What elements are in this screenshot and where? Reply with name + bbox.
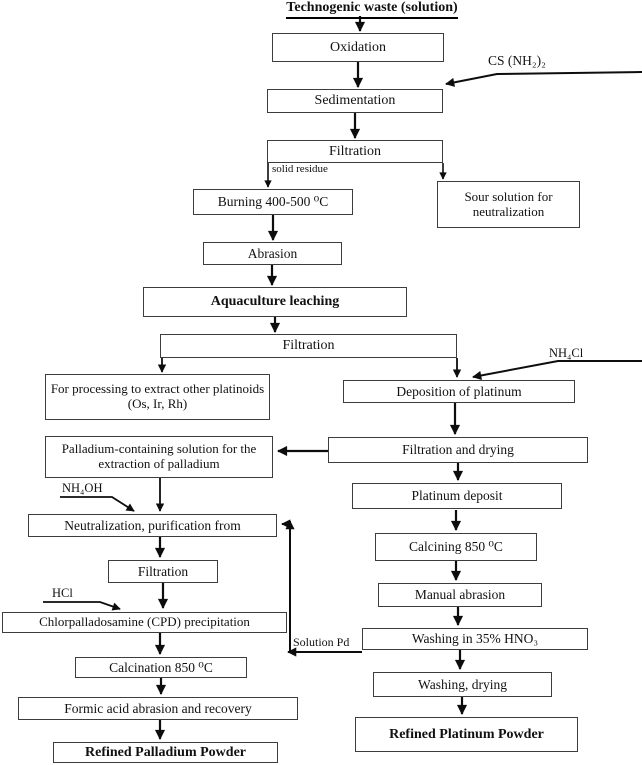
node-aquaculture-leaching: Aquaculture leaching — [143, 287, 407, 317]
edge-nh4cl-input-arrow — [473, 361, 642, 377]
label-nh4cl: NH₄Cl — [549, 346, 584, 360]
node-cpd-precipitation: Chlorpalladosamine (CPD) precipitation — [2, 612, 287, 633]
node-palladium-solution: Palladium-containing solution for the extraction of palladium — [45, 436, 273, 478]
node-washing-hno3: Washing in 35% HNO₃ — [362, 628, 588, 650]
diagram-title — [252, 0, 492, 19]
node-oxidation: Oxidation — [272, 33, 444, 62]
label-cs-formula: CS (NH₂)₂ — [488, 53, 546, 68]
node-sour-solution: Sour solution for neutralization — [437, 181, 580, 228]
label-nh4oh: NH₄OH — [62, 481, 103, 495]
node-abrasion: Abrasion — [203, 242, 342, 265]
node-neutralization: Neutralization, purification from — [28, 514, 277, 537]
node-formic-acid: Formic acid abrasion and recovery — [18, 697, 298, 720]
node-washing-drying: Washing, drying — [373, 672, 552, 697]
label-solution-pd: Solution Pd — [293, 635, 350, 649]
edge-solution-pd-vertical — [282, 524, 290, 653]
node-filtration-1: Filtration — [267, 140, 443, 163]
node-calcination: Calcination 850 ⁰C — [75, 657, 247, 678]
node-for-processing: For processing to extract other platinoids (Os, Ir, Rh) — [45, 374, 270, 420]
node-manual-abrasion: Manual abrasion — [378, 583, 542, 607]
edge-nh4oh-input-arrow — [60, 497, 134, 511]
node-calcining: Calcining 850 ⁰C — [375, 533, 537, 561]
node-deposition-platinum: Deposition of platinum — [343, 380, 575, 403]
node-filtration-2: Filtration — [160, 334, 457, 358]
node-platinum-deposit: Platinum deposit — [352, 483, 562, 509]
node-sedimentation: Sedimentation — [267, 89, 443, 113]
node-burning: Burning 400-500 ⁰C — [193, 189, 353, 215]
edge-cs-input-arrow — [446, 72, 642, 84]
node-refined-palladium: Refined Palladium Powder — [53, 742, 278, 763]
label-hcl: HCl — [52, 586, 73, 600]
node-filtration-drying: Filtration and drying — [328, 437, 588, 463]
node-refined-platinum: Refined Platinum Powder — [355, 717, 578, 752]
edge-hcl-input-arrow — [43, 602, 120, 609]
node-filtration-3: Filtration — [108, 560, 218, 583]
label-solid-residue: solid residue — [272, 163, 328, 175]
diagram-title-text: Technogenic waste (solution) — [286, 0, 457, 19]
